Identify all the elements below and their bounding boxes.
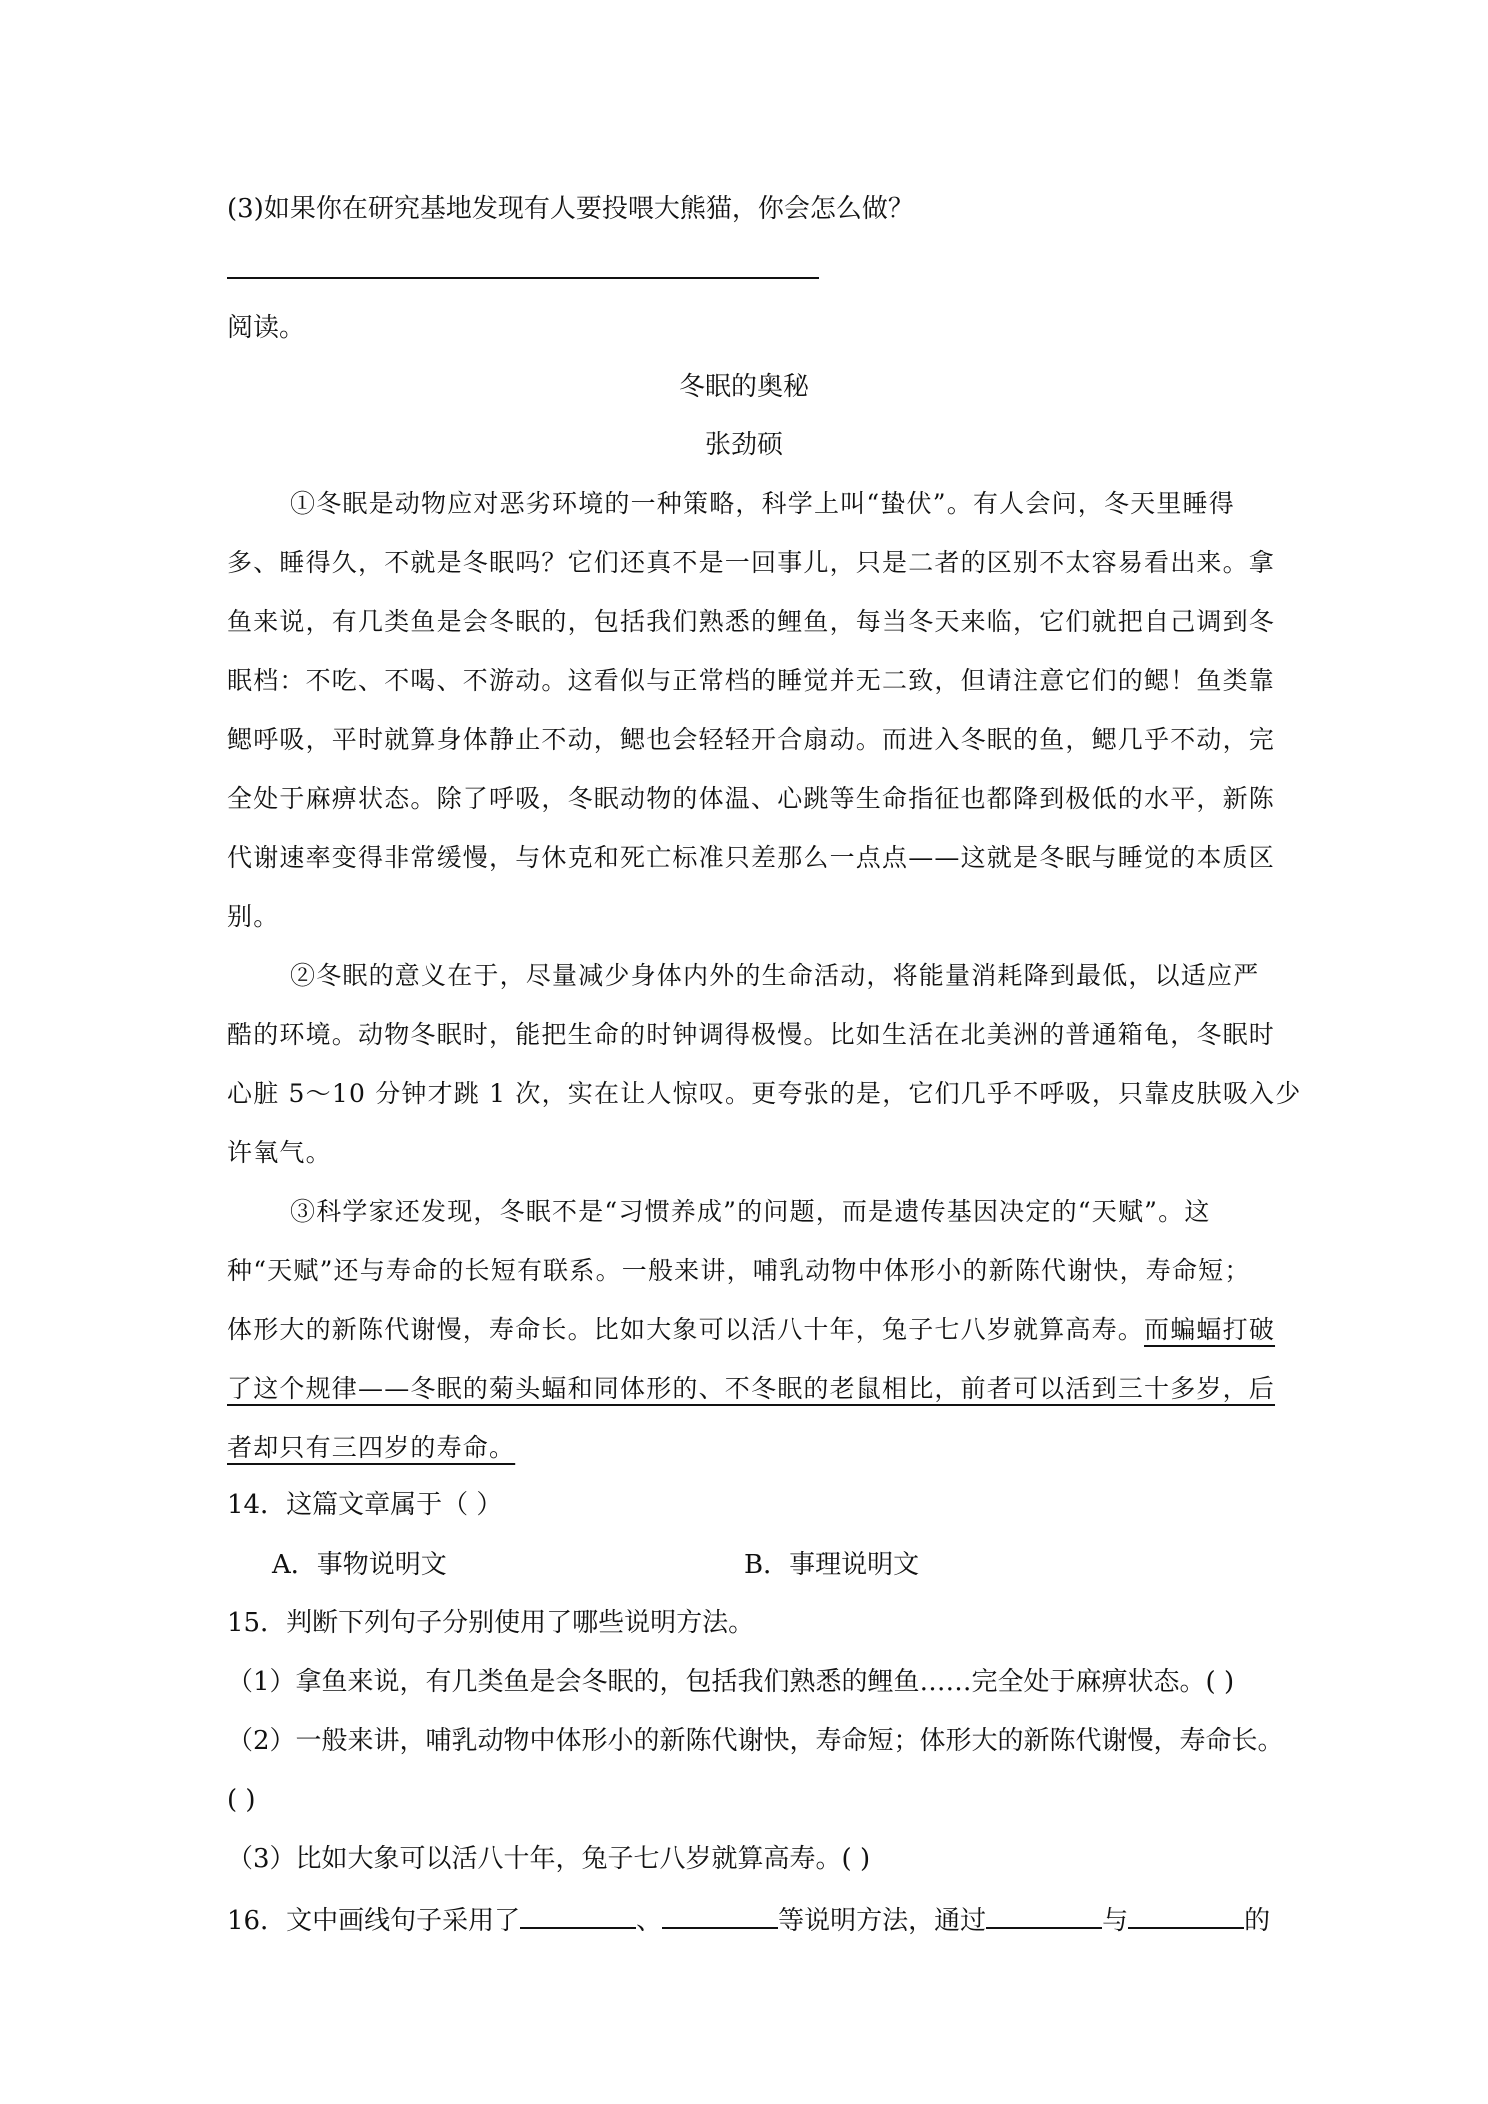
question-14-option-b[interactable]: B．事理说明文 bbox=[744, 1550, 920, 1580]
question-16-separator: 、 bbox=[636, 1906, 663, 1936]
answer-blank[interactable] bbox=[986, 1905, 1102, 1929]
passage-author: 张劲硕 bbox=[704, 430, 783, 460]
question-16-middle: 等说明方法，通过 bbox=[778, 1906, 987, 1936]
paragraph-3-text: 体形大的新陈代谢慢，寿命长。比如大象可以活八十年，兔子七八岁就算高寿。 bbox=[227, 1315, 1145, 1344]
paragraph-1-line: ①冬眠是动物应对恶劣环境的一种策略，科学上叫“蛰伏”。有人会问，冬天里睡得 bbox=[290, 489, 1235, 518]
paragraph-2-line: ②冬眠的意义在于，尽量减少身体内外的生命活动，将能量消耗降到最低，以适应严 bbox=[290, 961, 1260, 990]
question-15-stem: 15．判断下列句子分别使用了哪些说明方法。 bbox=[227, 1608, 755, 1638]
answer-blank[interactable] bbox=[662, 1905, 778, 1929]
question-item-3: (3)如果你在研究基地发现有人要投喂大熊猫，你会怎么做？ bbox=[227, 194, 914, 224]
paragraph-1-line: 鳃呼吸，平时就算身体静止不动，鳃也会轻轻开合扇动。而进入冬眠的鱼，鳃几乎不动，完 bbox=[227, 725, 1276, 754]
passage-title: 冬眠的奥秘 bbox=[678, 372, 809, 402]
paragraph-1-line: 眠档：不吃、不喝、不游动。这看似与正常档的睡觉并无二致，但请注意它们的鳃！鱼类靠 bbox=[227, 666, 1276, 695]
question-16-separator: 与 bbox=[1102, 1906, 1129, 1936]
underlined-sentence: 者却只有三四岁的寿命。 bbox=[227, 1433, 516, 1462]
paragraph-3-line: ③科学家还发现，冬眠不是“习惯养成”的问题，而是遗传基因决定的“天赋”。这 bbox=[290, 1197, 1211, 1226]
question-15-item-3: （3）比如大象可以活八十年，兔子七八岁就算高寿。( ) bbox=[227, 1844, 871, 1874]
paragraph-3-line bbox=[227, 1376, 1275, 1401]
paragraph-3-line bbox=[227, 1317, 1275, 1342]
question-16-suffix: 的 bbox=[1244, 1906, 1271, 1936]
paragraph-2-line: 酷的环境。动物冬眠时，能把生命的时钟调得极慢。比如生活在北美洲的普通箱龟，冬眠时 bbox=[227, 1020, 1276, 1049]
answer-line bbox=[227, 277, 819, 279]
paragraph-3-line: 种“天赋”还与寿命的长短有联系。一般来讲，哺乳动物中体形小的新陈代谢快，寿命短； bbox=[227, 1256, 1251, 1285]
question-15-item-2: （2）一般来讲，哺乳动物中体形小的新陈代谢快，寿命短；体形大的新陈代谢慢，寿命长。 bbox=[227, 1726, 1284, 1756]
question-14-stem: 14．这篇文章属于（ ） bbox=[227, 1490, 503, 1520]
question-15-item-2-answer[interactable]: ( ) bbox=[227, 1785, 256, 1815]
paragraph-1-line: 代谢速率变得非常缓慢，与休克和死亡标准只差那么一点点——这就是冬眠与睡觉的本质区 bbox=[227, 843, 1276, 872]
paragraph-2-line: 许氧气。 bbox=[227, 1138, 332, 1167]
reading-instruction: 阅读。 bbox=[227, 313, 306, 343]
question-15-item-1: （1）拿鱼来说，有几类鱼是会冬眠的，包括我们熟悉的鲤鱼……完全处于麻痹状态。( ) bbox=[227, 1667, 1235, 1697]
underlined-sentence: 了这个规律——冬眠的菊头蝠和同体形的、不冬眠的老鼠相比，前者可以活到三十多岁，后 bbox=[227, 1374, 1276, 1403]
paragraph-1-line: 多、睡得久，不就是冬眠吗？它们还真不是一回事儿，只是二者的区别不太容易看出来。拿 bbox=[227, 548, 1276, 577]
question-16-prefix: 16．文中画线句子采用了 bbox=[227, 1906, 521, 1936]
paragraph-2-line: 心脏 5～10 分钟才跳 1 次，实在让人惊叹。更夸张的是，它们几乎不呼吸，只靠皮肤吸入少 bbox=[227, 1079, 1302, 1108]
paragraph-1-line: 全处于麻痹状态。除了呼吸，冬眠动物的体温、心跳等生命指征也都降到极低的水平，新陈 bbox=[227, 784, 1276, 813]
paragraph-3-line bbox=[227, 1435, 515, 1460]
paragraph-1-line: 鱼来说，有几类鱼是会冬眠的，包括我们熟悉的鲤鱼，每当冬天来临，它们就把自己调到冬 bbox=[227, 607, 1276, 636]
question-14-option-a[interactable]: A．事物说明文 bbox=[272, 1550, 447, 1580]
underlined-sentence: 而蝙蝠打破 bbox=[1144, 1315, 1276, 1344]
question-16-stem bbox=[227, 1905, 1270, 1934]
paragraph-1-line: 别。 bbox=[227, 902, 280, 931]
answer-blank[interactable] bbox=[1128, 1905, 1244, 1929]
answer-blank[interactable] bbox=[520, 1905, 636, 1929]
